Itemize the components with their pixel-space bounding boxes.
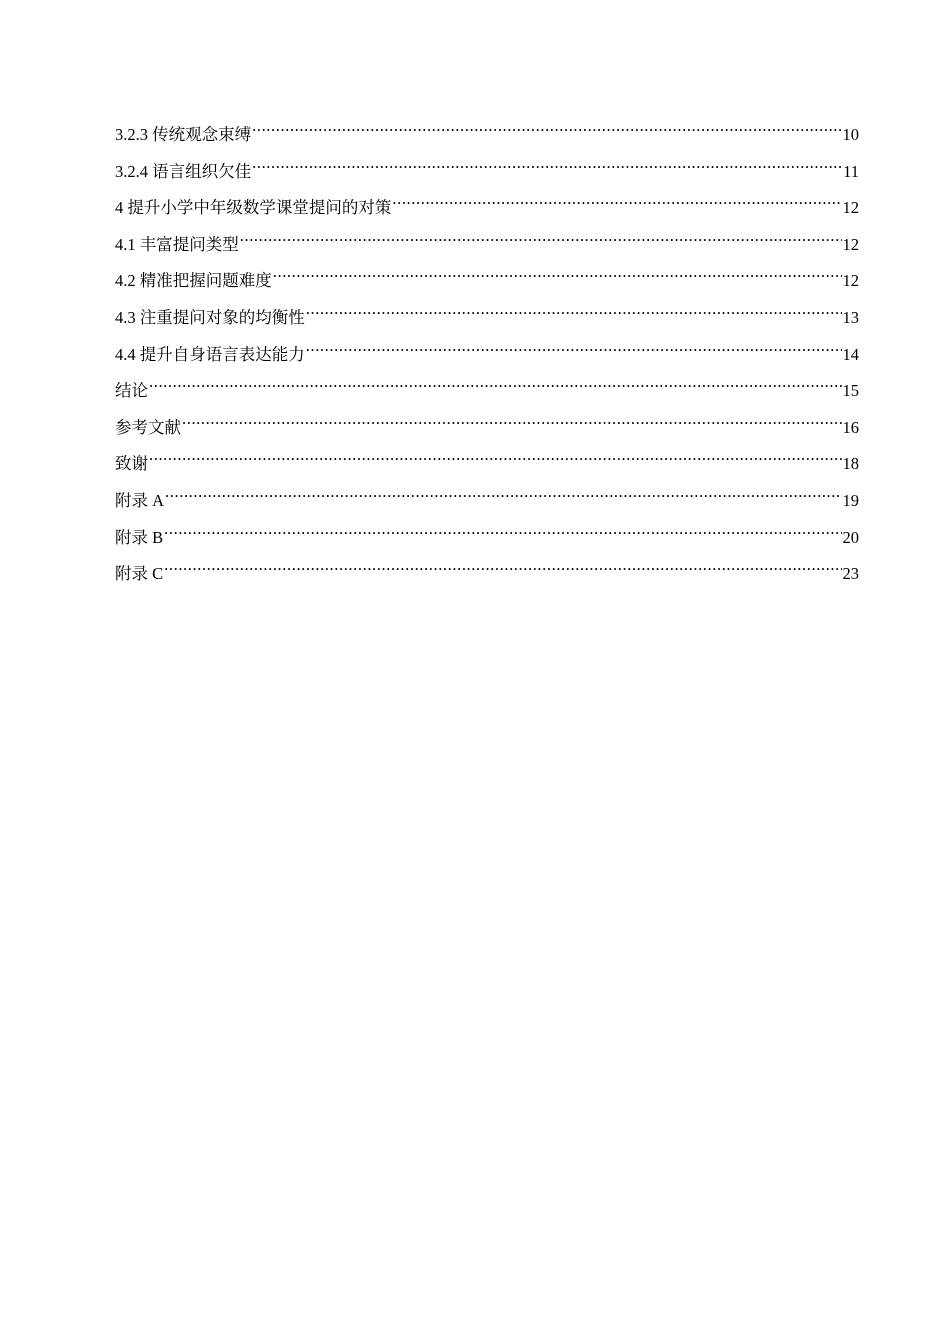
toc-entry[interactable]: [115, 551, 859, 588]
toc-entry-title: 参考文献: [115, 417, 181, 437]
toc-entry-title: 附录 B: [115, 527, 164, 547]
toc-entry[interactable]: [115, 295, 859, 332]
toc-entry-page: 20: [842, 527, 859, 547]
toc-dot-leader: [182, 405, 842, 433]
toc-dot-leader: [240, 222, 842, 250]
toc-entry[interactable]: [115, 258, 859, 295]
toc-dot-leader: [306, 332, 842, 360]
toc-dot-leader: [392, 185, 841, 213]
toc-entry[interactable]: [115, 405, 859, 442]
toc-entry-title: 致谢: [115, 454, 148, 474]
toc-entry-title: 3.2.4 语言组织欠佳: [115, 161, 252, 181]
toc-dot-leader: [306, 295, 842, 323]
toc-entry-title: 结论: [115, 381, 148, 401]
toc-dot-leader: [252, 149, 842, 177]
toc-entry-page: 23: [842, 564, 859, 584]
toc-dot-leader: [165, 478, 841, 506]
toc-dot-leader: [164, 551, 841, 579]
toc-entry[interactable]: [115, 368, 859, 405]
toc-entry[interactable]: [115, 515, 859, 552]
toc-entry[interactable]: [115, 112, 859, 149]
toc-entry[interactable]: [115, 185, 859, 222]
toc-entry-page: 10: [842, 125, 859, 144]
toc-dot-leader: [164, 515, 841, 543]
toc-dot-leader: [252, 112, 841, 140]
toc-entry-page: 11: [843, 161, 859, 181]
toc-entry-page: 12: [842, 271, 859, 291]
toc-entry-title: 附录 A: [115, 490, 165, 510]
toc-entry[interactable]: [115, 332, 859, 369]
toc-entry[interactable]: [115, 441, 859, 478]
toc-dot-leader: [149, 368, 842, 396]
toc-entry-page: 19: [842, 490, 859, 510]
toc-entry-title: 4.1 丰富提问类型: [115, 234, 239, 254]
toc-entry-page: 12: [842, 198, 859, 218]
table-of-contents: [115, 112, 859, 588]
toc-entry[interactable]: [115, 478, 859, 515]
toc-dot-leader: [149, 441, 842, 469]
toc-entry-title: 4.3 注重提问对象的均衡性: [115, 307, 305, 327]
toc-entry-title: 3.2.3 传统观念束缚: [115, 125, 252, 144]
toc-dot-leader: [273, 258, 842, 286]
toc-entry-page: 14: [842, 344, 859, 364]
toc-entry[interactable]: [115, 149, 859, 186]
toc-entry[interactable]: [115, 222, 859, 259]
toc-entry-title: 4.2 精准把握问题难度: [115, 271, 272, 291]
toc-entry-title: 4 提升小学中年级数学课堂提问的对策: [115, 198, 392, 218]
toc-entry-page: 15: [842, 381, 859, 401]
toc-entry-page: 16: [842, 417, 859, 437]
toc-entry-title: 附录 C: [115, 564, 164, 584]
toc-entry-page: 13: [842, 307, 859, 327]
toc-entry-title: 4.4 提升自身语言表达能力: [115, 344, 305, 364]
toc-entry-page: 18: [842, 454, 859, 474]
toc-entry-page: 12: [842, 234, 859, 254]
